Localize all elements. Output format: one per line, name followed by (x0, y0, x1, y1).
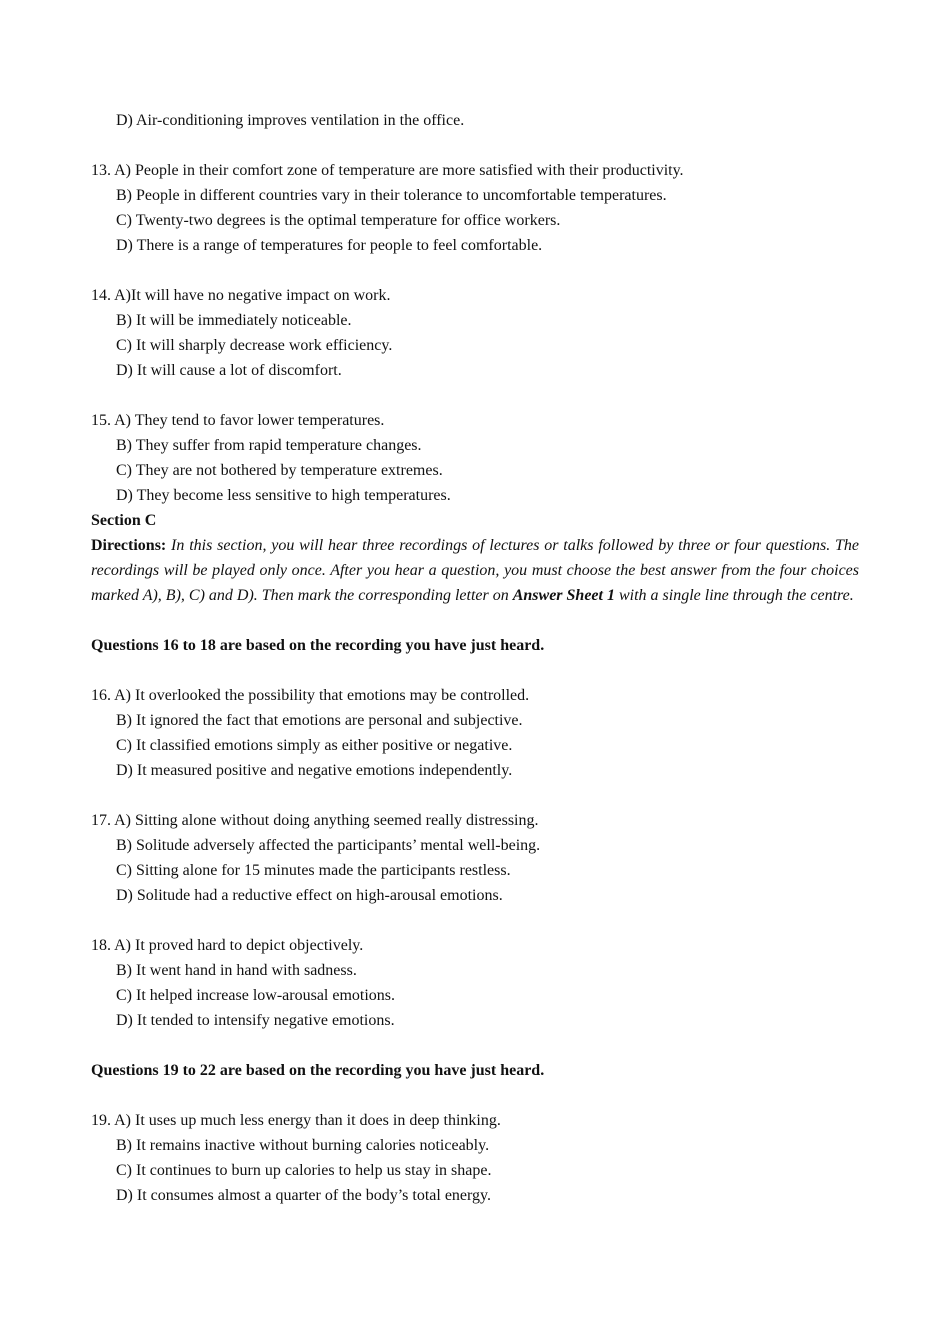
question-19 (91, 1108, 859, 1208)
q15-option-a: 15. A) They tend to favor lower temperatures. (91, 412, 385, 429)
section-c-title: Section C (91, 512, 157, 529)
q13-option-a: 13. A) People in their comfort zone of temperature are more satisfied with their productivity. (91, 162, 684, 179)
question-18 (91, 933, 859, 1033)
spacer (91, 133, 859, 158)
q16-option-c: C) It classified emotions simply as either positive or negative. (116, 737, 513, 754)
spacer (91, 783, 859, 808)
q16-option-d: D) It measured positive and negative emotions independently. (116, 762, 513, 779)
spacer (91, 608, 859, 633)
q18-option-c: C) It helped increase low-arousal emotions. (116, 987, 396, 1004)
spacer (91, 383, 859, 408)
q17-option-d: D) Solitude had a reductive effect on high-arousal emotions. (116, 887, 503, 904)
q19-option-d: D) It consumes almost a quarter of the body’s total energy. (116, 1187, 492, 1204)
question-14 (91, 283, 859, 383)
q19-option-a: 19. A) It uses up much less energy than it does in deep thinking. (91, 1112, 501, 1129)
q17-option-a: 17. A) Sitting alone without doing anything seemed really distressing. (91, 812, 539, 829)
spacer (91, 258, 859, 283)
q13-option-b: B) People in different countries vary in their tolerance to uncomfortable temperatures. (116, 187, 667, 204)
q15-option-c: C) They are not bothered by temperature extremes. (116, 462, 443, 479)
q12-option-d: D) Air-conditioning improves ventilation in the office. (116, 112, 465, 129)
q18-option-d: D) It tended to intensify negative emotions. (116, 1012, 395, 1029)
question-17 (91, 808, 859, 908)
directions-label: Directions: (91, 537, 167, 554)
q16-option-b: B) It ignored the fact that emotions are personal and subjective. (116, 712, 523, 729)
q14-option-c: C) It will sharply decrease work efficiency. (116, 337, 393, 354)
q18-option-b: B) It went hand in hand with sadness. (116, 962, 357, 979)
q14-option-a: 14. A)It will have no negative impact on work. (91, 287, 391, 304)
spacer (91, 1083, 859, 1108)
spacer (91, 658, 859, 683)
q15-option-d: D) They become less sensitive to high temperatures. (116, 487, 451, 504)
directions-text-1: In this section, you will hear three recordings of lectures or talks followed by three or four questions. The recordings will be played only once. After you hear a question, you must choose the best answer from the four choices marked A), B), C) and D). Then mark the corresponding letter on (91, 537, 859, 604)
q16-option-a: 16. A) It overlooked the possibility that emotions may be controlled. (91, 687, 530, 704)
q17-option-b: B) Solitude adversely affected the participants’ mental well-being. (116, 837, 541, 854)
section-c-directions (91, 533, 859, 608)
q17-option-c: C) Sitting alone for 15 minutes made the participants restless. (116, 862, 511, 879)
question-15 (91, 408, 859, 508)
q19-option-b: B) It remains inactive without burning calories noticeably. (116, 1137, 490, 1154)
q18-option-a: 18. A) It proved hard to depict objectively. (91, 937, 364, 954)
group-19-22-heading: Questions 19 to 22 are based on the recording you have just heard. (91, 1062, 545, 1079)
question-13 (91, 158, 859, 258)
spacer (91, 908, 859, 933)
spacer (91, 1033, 859, 1058)
q14-option-d: D) It will cause a lot of discomfort. (116, 362, 342, 379)
answer-sheet-label: Answer Sheet 1 (512, 587, 615, 604)
q13-option-c: C) Twenty-two degrees is the optimal temperature for office workers. (116, 212, 561, 229)
question-16 (91, 683, 859, 783)
q14-option-b: B) It will be immediately noticeable. (116, 312, 352, 329)
exam-page (91, 108, 859, 1208)
q19-option-c: C) It continues to burn up calories to help us stay in shape. (116, 1162, 492, 1179)
directions-text-2: with a single line through the centre. (614, 587, 854, 604)
q13-option-d: D) There is a range of temperatures for people to feel comfortable. (116, 237, 543, 254)
group-16-18-heading: Questions 16 to 18 are based on the recording you have just heard. (91, 637, 545, 654)
q15-option-b: B) They suffer from rapid temperature changes. (116, 437, 422, 454)
